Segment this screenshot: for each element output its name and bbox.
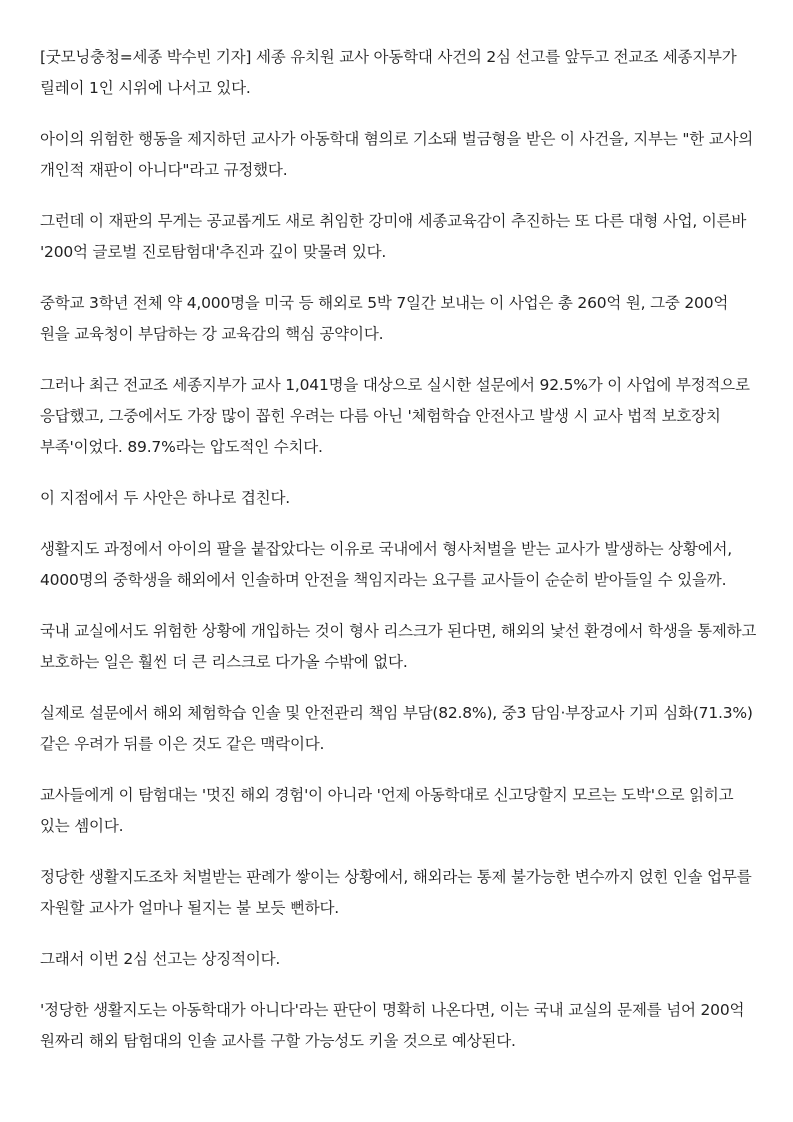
article-paragraph: 중학교 3학년 전체 약 4,000명을 미국 등 해외로 5박 7일간 보내는 이 사업은 총 260억 원, 그중 200억 원을 교육청이 부담하는 강 교육감의 핵심 공약이다.	[40, 294, 729, 343]
article-paragraph: 아이의 위험한 행동을 제지하던 교사가 아동학대 혐의로 기소돼 벌금형을 받은 이 사건을, 지부는 "한 교사의 개인적 재판이 아니다"라고 규정했다.	[40, 130, 754, 179]
article-paragraph: 정당한 생활지도조차 처벌받는 판례가 쌓이는 상황에서, 해외라는 통제 불가능한 변수까지 얹힌 인솔 업무를 자원할 교사가 얼마나 될지는 불 보듯 뻔하다.	[40, 868, 752, 917]
article-paragraph: [굿모닝충청=세종 박수빈 기자] 세종 유치원 교사 아동학대 사건의 2심 선고를 앞두고 전교조 세종지부가 릴레이 1인 시위에 나서고 있다.	[40, 48, 737, 97]
article-paragraph: 실제로 설문에서 해외 체험학습 인솔 및 안전관리 책임 부담(82.8%), 중3 담임·부장교사 기피 심화(71.3%) 같은 우려가 뒤를 이은 것도 같은 맥락이다.	[40, 704, 753, 753]
article-paragraph: 생활지도 과정에서 아이의 팔을 붙잡았다는 이유로 국내에서 형사처벌을 받는 교사가 발생하는 상황에서, 4000명의 중학생을 해외에서 인솔하며 안전을 책임지라는 요구를 교사들이 순순히 받아들일 수 있을까.	[40, 540, 732, 589]
article-paragraph: 이 지점에서 두 사안은 하나로 겹친다.	[40, 489, 290, 507]
article-paragraph: 국내 교실에서도 위험한 상황에 개입하는 것이 형사 리스크가 된다면, 해외의 낯선 환경에서 학생을 통제하고 보호하는 일은 훨씬 더 큰 리스크로 다가올 수밖에 없다.	[40, 622, 757, 671]
article-paragraph: 교사들에게 이 탐험대는 '멋진 해외 경험'이 아니라 '언제 아동학대로 신고당할지 모르는 도박'으로 읽히고 있는 셈이다.	[40, 786, 734, 835]
article-paragraph: 그런데 이 재판의 무게는 공교롭게도 새로 취임한 강미애 세종교육감이 추진하는 또 다른 대형 사업, 이른바 '200억 글로벌 진로탐험대'추진과 깊이 맞물려 있다.	[40, 212, 747, 261]
article-paragraph: 그래서 이번 2심 선고는 상징적이다.	[40, 950, 281, 968]
article-paragraph: '정당한 생활지도는 아동학대가 아니다'라는 판단이 명확히 나온다면, 이는 국내 교실의 문제를 넘어 200억 원짜리 해외 탐험대의 인솔 교사를 구할 가능성도 키울 것으로 예상된다.	[40, 1001, 745, 1050]
article-paragraph: 그러나 최근 전교조 세종지부가 교사 1,041명을 대상으로 실시한 설문에서 92.5%가 이 사업에 부정적으로 응답했고, 그중에서도 가장 많이 꼽힌 우려는 다름 아닌 '체험학습 안전사고 발생 시 교사 법적 보호장치 부족'이었다. 89.7%라는 압도적인 수치다.	[40, 376, 750, 456]
article-body	[40, 42, 760, 1077]
